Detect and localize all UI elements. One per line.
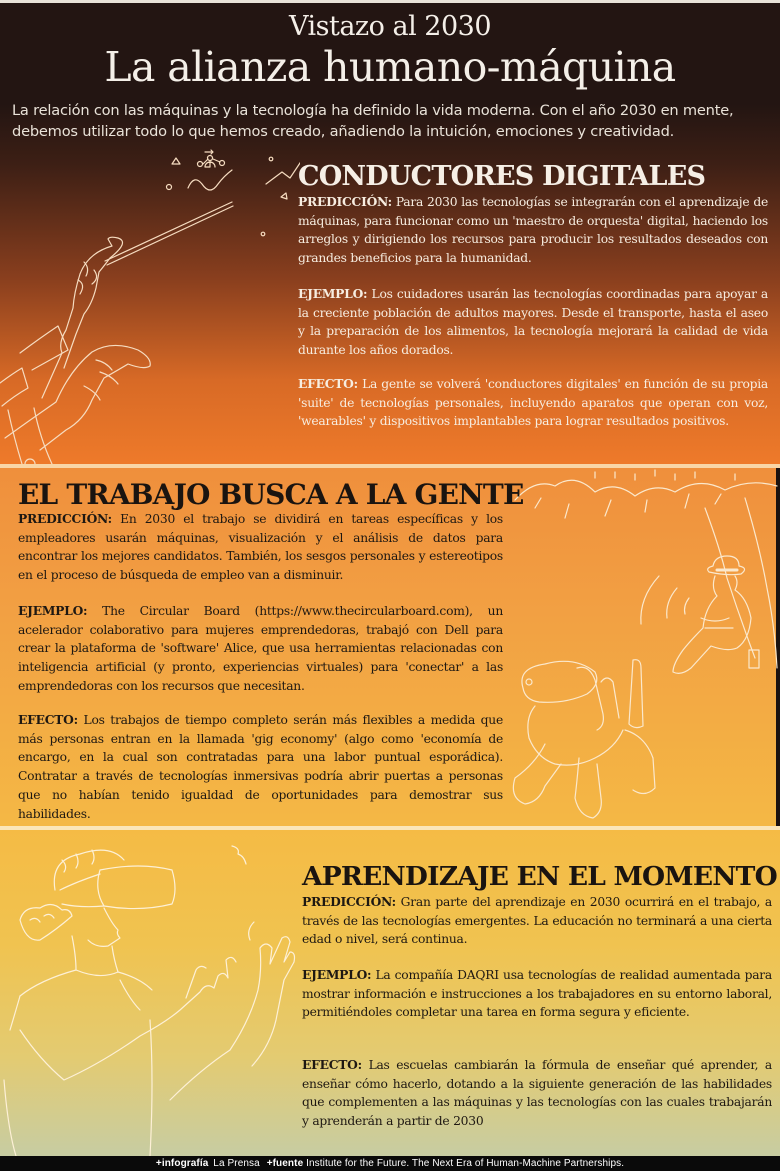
example-text: EJEMPLO: La compañía DAQRI usa tecnologías de realidad aumentada para mostrar información e instrucciones a los trabajadores en su entorno laboral, permitiéndoles completar una tarea en forma segura y eficiente. [302,967,772,1020]
effect-text: EFECTO: La gente se volverá 'conductores digitales' en función de su propia 'suite' de tecnologías personales, incluyendo aparatos que operan con voz, 'wearables' y dispositivos implantables para lograr resultados positivos. [298,376,768,429]
woman-vr-headset-illustration [0,830,300,1156]
example-label: EJEMPLO: [18,603,88,618]
effect-text: EFECTO: Las escuelas cambiarán la fórmula de enseñar qué aprender, a enseñar cómo hacerlo, dotando a la siguiente generación de las habilidades que complementen a las máquinas y las tecnologías con las cuales trabajarán y aprenderán a partir de 2030 [302,1057,772,1129]
infografia-label: +infografía [155,1158,209,1169]
prediction-label: PREDICCIÓN: [298,194,392,209]
example-label: EJEMPLO: [302,967,372,982]
example-text: EJEMPLO: Los cuidadores usarán las tecnologías coordinadas para apoyar a la creciente población de adultos mayores. Desde el transporte, hasta el aseo y la preparación de los alimentos, la tecnología mejorará la calidad de vida durante los años dorados. [298,286,768,358]
fuente-value: Institute for the Future. The Next Era of Human-Machine Partnerships. [306,1158,625,1169]
section-heading: APRENDIZAJE EN EL MOMENTO [302,861,777,892]
example-label: EJEMPLO: [298,286,368,301]
intro-paragraph: La relación con las máquinas y la tecnología ha definido la vida moderna. Con el año 2030 en mente, debemos utilizar todo lo que hemos creado, añadiendo la intuición, emociones y creatividad. [12,102,734,140]
effect-label: EFECTO: [302,1057,362,1072]
prediction-text: PREDICCIÓN: Gran parte del aprendizaje en 2030 ocurrirá en el trabajo, a través de las tecnologías emergentes. La educación no terminará a una cierta edad o nivel, será continua. [302,894,772,947]
main-title: La alianza humano-máquina [104,43,676,91]
credits-footer [0,1156,780,1171]
prediction-label: PREDICCIÓN: [18,511,112,526]
prediction-text: PREDICCIÓN: Para 2030 las tecnologías se integrarán con el aprendizaje de máquinas, para funcionar como un 'maestro de orquesta' digital, haciendo los arreglos y dirigiendo los recursos para producir los resultados deseados con grandes beneficios para la humanidad. [298,194,768,266]
infografia-value: La Prensa [213,1158,260,1169]
person-under-tree-and-robot-dog-illustration [505,468,780,826]
effect-label: EFECTO: [18,712,78,727]
example-text: EJEMPLO: The Circular Board (https://www.thecircularboard.com), un acelerador colaborativo para mujeres emprendedoras, trabajó con Dell para crear la plataforma de 'software' Alice, que usa herramientas relacionadas con inteligencia artificial (y pronto, experiencias virtuales) para 'conectar' a las emprendedoras con los recursos que necesitan. [18,603,503,693]
effect-text: EFECTO: Los trabajos de tiempo completo serán más flexibles a medida que más personas entran en la llamada 'gig economy' (algo como 'economía de encargo, en la cual son contratadas para una labor puntual esporádica). Contratar a través de tecnologías inmersivas podría abrir puertas a personas que no habían tenido igualdad de oportunidades para demostrar sus habilidades. [18,712,503,821]
section-heading: CONDUCTORES DIGITALES [298,161,706,192]
section-conductores-digitales [0,0,780,464]
conductor-hands-baton-illustration [0,138,300,468]
section-trabajo-busca-gente [0,468,776,826]
section-heading: EL TRABAJO BUSCA A LA GENTE [18,478,524,511]
kicker-title: Vistazo al 2030 [288,11,492,42]
section-aprendizaje-en-el-momento [0,830,780,1156]
fuente-label: +fuente [266,1158,304,1169]
effect-label: EFECTO: [298,376,358,391]
prediction-label: PREDICCIÓN: [302,894,396,909]
prediction-text: PREDICCIÓN: En 2030 el trabajo se dividirá en tareas específicas y los empleadores usarán máquinas, visualización y el análisis de datos para encontrar los mejores candidatos. También, los sesgos personales y estereotipos en el proceso de búsqueda de empleo van a disminuir. [18,511,503,583]
